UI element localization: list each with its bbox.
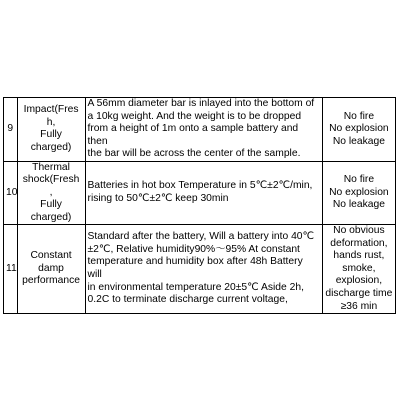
test-result-cell — [322, 225, 395, 314]
row-number-cell — [4, 225, 18, 314]
row-number: 9 — [7, 123, 14, 135]
test-item-cell — [17, 225, 85, 314]
test-condition-cell — [85, 225, 322, 314]
table-row — [4, 225, 396, 314]
test-item-label: Impact(Fres h, Fully charged) — [23, 104, 79, 154]
row-number-cell — [4, 161, 18, 224]
test-result-cell — [322, 161, 395, 224]
test-item-label: Thermal shock(Fresh , Fully charged) — [22, 161, 80, 223]
test-result-text: No obvious deformation, hands rust, smoke, explosion, discharge time ≥36 min — [325, 225, 393, 312]
test-condition-text: Batteries in hot box Temperature in 5℃±2℃/min, rising to 50℃±2℃ keep 30min — [87, 180, 313, 204]
test-condition-cell — [85, 161, 322, 224]
test-item-cell — [17, 161, 85, 224]
test-results-table — [3, 97, 396, 314]
test-item-label: Constant damp performance — [22, 250, 80, 287]
table-row — [4, 161, 396, 224]
test-item-cell — [17, 98, 85, 162]
test-condition-cell — [85, 98, 322, 162]
row-number: 11 — [6, 262, 17, 274]
row-number-cell — [4, 98, 18, 162]
test-condition-text: A 56mm diameter bar is inlayed into the bottom of a 10kg weight. And the weight is to be dropped from a height of 1m onto a sample battery and then the bar will be across the center of the sample. — [87, 98, 315, 160]
test-result-cell — [322, 98, 395, 162]
row-number: 10 — [6, 186, 18, 198]
test-condition-text: Standard after the battery, Will a battery into 40℃ ±2℃, Relative humidity90%～95% At constant temperature and humidity box after 48h Battery will in environmental temperature 20±5℃ Aside 2h, 0.2C to terminate discharge current voltage, — [87, 231, 315, 306]
test-result-text: No fire No explosion No leakage — [329, 174, 389, 211]
table-row — [4, 98, 396, 162]
test-result-text: No fire No explosion No leakage — [329, 110, 389, 147]
